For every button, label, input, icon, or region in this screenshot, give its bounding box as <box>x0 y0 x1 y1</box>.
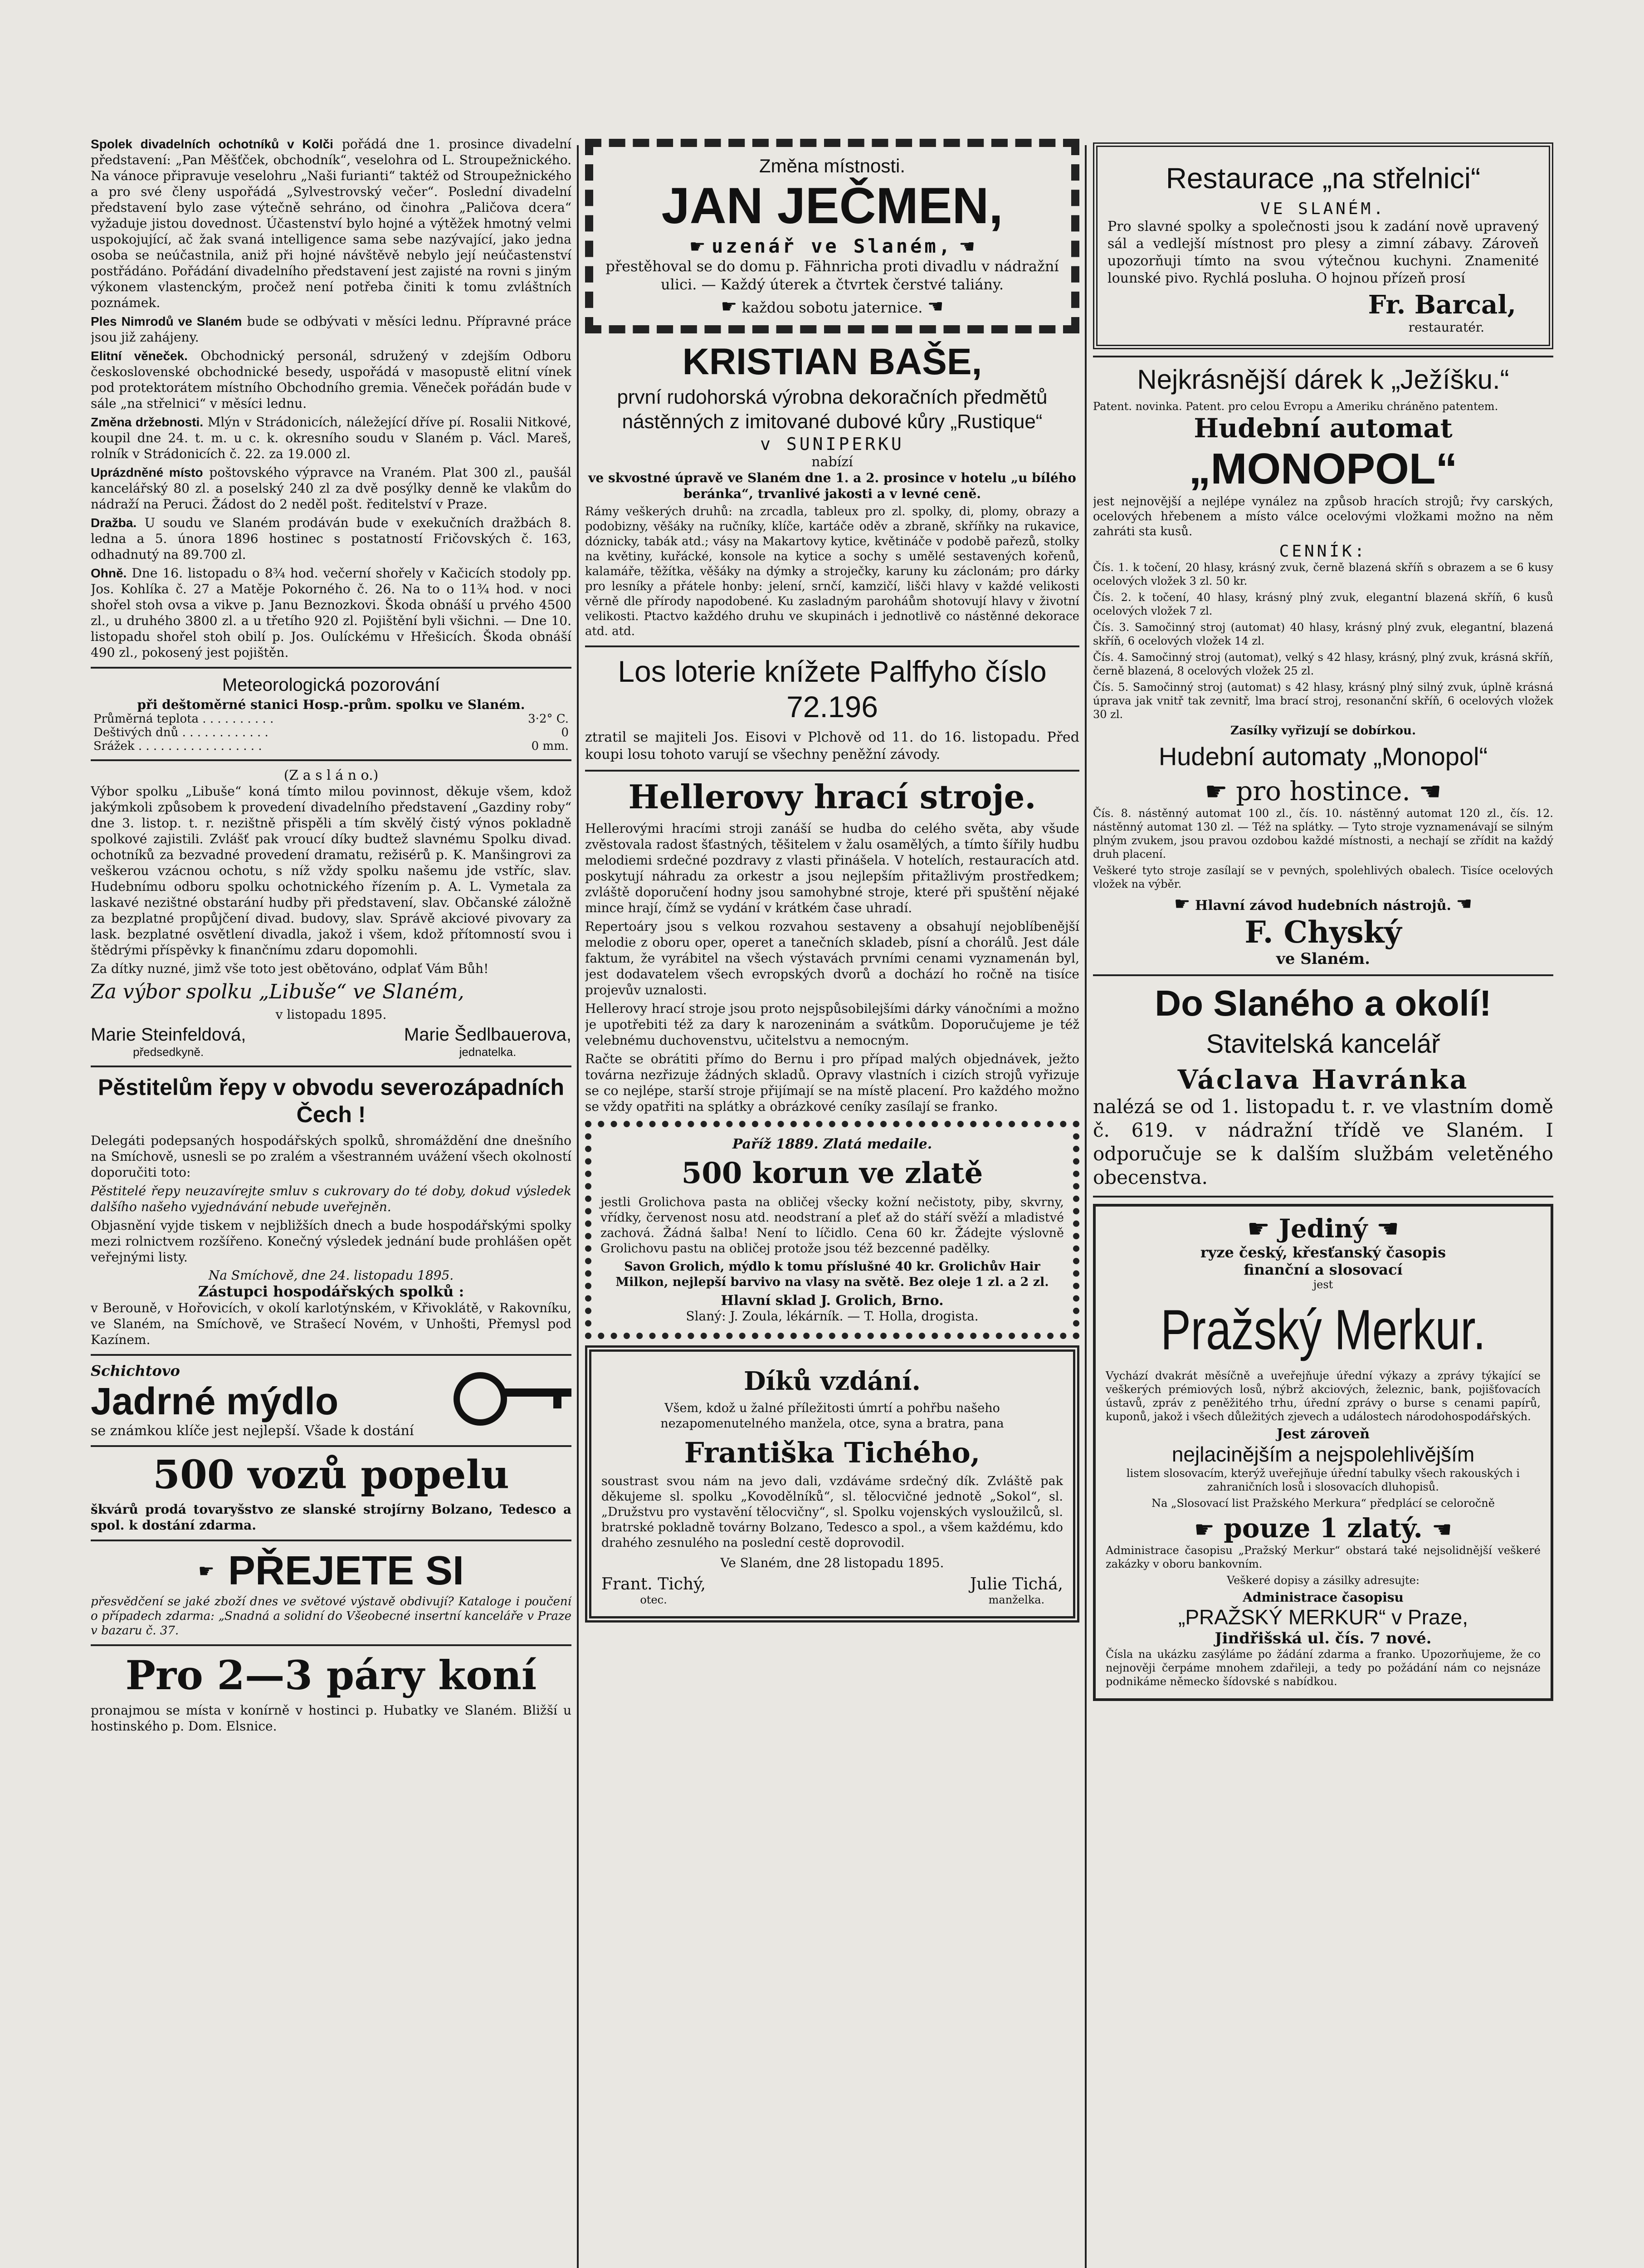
merkur-text-2: listem slosovacím, kterýž uveřejňuje úřední tabulky všech rakouských i zahraničních losů i slosovacích dluhopisů. <box>1126 1467 1520 1493</box>
cenik-item-3: Čís. 3. Samočinný stroj (automat) 40 hlasy, krásný plný zvuk, elegantní, blazená skříň, 6 ocelových vložek 14 zl. <box>1093 621 1553 647</box>
pointing-hand-left-icon: ☚ <box>1419 777 1442 807</box>
grolich-text: jestli Grolichova pasta na obličej všecky kožní nečistoty, piby, skvrny, vřídky, červenost nosu atd. neodstraní a pleť až do stáří svěží a mladistvé zachová. Žádná šalba! Není to líčidlo. Cena 60 kr. Žádejte výslovně Grolichovu pastu na obličej protože jsou též bezcenné padělky. <box>600 1195 1064 1256</box>
diky-signatures: Frant. Tichý, otec. Julie Tichá, manželka. <box>601 1575 1063 1606</box>
diky-box <box>585 1345 1079 1623</box>
repa-text-3: Objasnění vyjde tiskem v nejbližších dnech a bude hospodářskými spolky mezi rolnictvem rozšířeno. Konečný výsledek jednání bude prohlášen opět veřejnými listy. <box>91 1218 571 1265</box>
rest-text: Pro slavné spolky a společnosti jsou k zadání nově upravený sál a vedlejší místnost pro plesy a zimní zábavy. Zároveň upozorňuji tímto na svou výtečnou kuchyni. Znamenité lounské pivo. Rychlá posluha. O hojnou přízeň prosí <box>1107 219 1539 286</box>
soap-text: se známkou klíče jest nejlepší. Všade k dostání <box>91 1423 414 1439</box>
divider <box>91 759 571 761</box>
okoli-title: Do Slaného a okolí! <box>1155 983 1492 1023</box>
grolich-depot: Hlavní sklad J. Grolich, Brno. <box>721 1293 944 1309</box>
chysky-line: Hlavní závod hudebních nástrojů. <box>1195 898 1451 914</box>
stav-title: Stavitelská kancelář <box>1206 1029 1440 1059</box>
jecmen-zmena: Změna místnosti. <box>759 155 906 176</box>
pointing-hand-icon: ☛ <box>198 1560 215 1582</box>
grolich-ad <box>585 1121 1079 1339</box>
meteo-subtitle: při deštoměrné stanici Hosp.-prům. spolku ve Slaném. <box>137 697 525 712</box>
popel-title: 500 vozů popelu <box>153 1452 509 1498</box>
column-2 <box>585 136 1079 2268</box>
zaslano-org: Za výbor spolku „Libuše“ ve Slaném, <box>91 980 464 1003</box>
article-drzebnost: Změna držebnosti. Mlýn v Strádonicích, náležející dříve pí. Rosalii Nitkové, koupil dne 24. t. m. u c. k. okresního soudu v Slaném p. Václ. Mareš, rolník v Strádonicích č. 22. za 19.000 zl. <box>91 415 571 461</box>
cenik-note: Zasílky vyřizují se dobírkou. <box>1230 724 1416 738</box>
merkur-footer: Čísla na ukázku zasýláme po žádání zdarma a franko. Upozorňujeme, že co nejnověji čerpáme mnohem zdařileji, a tedy po požádání nám co nejsnáze podnikáme německo šídovské s nabídkou. <box>1106 1648 1541 1688</box>
jecmen-text: přestěhoval se do domu p. Fähnricha proti divadlu v nádražní ulici. — Každý úterek a čtvrtek čerstvé taliány. <box>605 258 1059 293</box>
column-3 <box>1093 136 1553 2268</box>
los-title: Los loterie knížete Palffyho číslo 72.196 <box>618 655 1047 723</box>
zaslano-end: Za dítky nuzné, jimž vše toto jest obětováno, odplať Vám Bůh! <box>91 961 489 976</box>
article-venecek: Elitní věneček. Obchodnický personál, sdružený v zdejším Odboru československé obchodnické besedy, uspořádá v masopustě elitní vínek pod protektorátem místního Obchodního gremia. Věneček pořádán bude v sále „na střelnici“ v měsíci lednu. <box>91 348 571 411</box>
article-drazba: Dražba. U soudu ve Slaném prodáván bude v exekučních dražbách 8. ledna a 5. února 1896 hostinec s postatností Fričovských č. 163, odhadnutý na 89.700 zl. <box>91 515 571 562</box>
divider <box>91 1445 571 1447</box>
diky-name: Františka Tichého, <box>684 1436 981 1469</box>
merkur-text-3: Na „Slosovací list Pražského Merkura“ předplácí se celoročně <box>1151 1497 1495 1510</box>
divider <box>91 1354 571 1356</box>
pointing-hand-icon: ☛ <box>1174 894 1190 914</box>
koni-title: Pro 2—3 páry koní <box>125 1652 537 1699</box>
merkur-zaroven: Jest zároveň <box>1276 1426 1370 1442</box>
base-place: v SUNIPERKU <box>760 434 904 454</box>
divider <box>91 1540 571 1541</box>
divider <box>91 1644 571 1646</box>
hostinec-subtitle: pro hostince. <box>1236 776 1410 807</box>
mono-text: jest nejnovější a nejlépe vynález na způsob hracích strojů; řvy carských, ocelových hřebenem a místo válce ocelovými vložkami možno na něm zahráti sta kusů. <box>1093 495 1553 538</box>
merkur-sub-1: ryze český, křesťanský časopis <box>1200 1244 1446 1261</box>
meteo-title: Meteorologická pozorování <box>222 675 440 695</box>
merkur-admin: Administrace časopisu <box>1243 1590 1404 1605</box>
soap-title: Jadrné mýdlo <box>91 1380 339 1422</box>
mono-title: „MONOPOL“ <box>1189 445 1458 493</box>
merkur-addr-1: „PRAŽSKÝ MERKUR“ v Praze, <box>1178 1605 1468 1629</box>
divider <box>585 770 1079 772</box>
article-ohne: Ohně. Dne 16. listopadu o 8¾ hod. večerní shořely v Kačicích stodoly pp. Jos. Kohlíka č. 27 a Matěje Pokorného č. 26. Na to o 11¾ hod. v noci shořel stoh ovsa a vikve p. Janu Beznozkovi. Škoda obnáší u prvého 4500 zl., u druhého 3800 zl. a u třetího 920 zl. Pojištění byli všichni. — Dne 10. listopadu shořel stoh obilí p. Jos. Oulíckému v Hřešicích. Škoda obnáší 490 zl., pokosený jest pojištěn. <box>91 566 571 660</box>
merkur-text-4: Administrace časopisu „Pražský Merkur“ obstará také nejsolidnější veškeré zakázky v oboru bankovním. <box>1106 1544 1541 1570</box>
heller-text-1: Hellerovými hracími stroji zanáší se hudba do celého světa, aby všude zvěstovala radost šťastných, těšitelem v žalu osamělých, a tímto šířily hudbu melodiemi srdečné pozdravy z vlasti přinášela. V hotelích, restauracích atd. poskytují náhradu za orkestr a jsou nejlepším přitažlivým prostředkem; zvláště doporučení hodny jsou samohybné stroje, které při spuštění nějaké mince hrají, čímž se vydání v krátkém čase uhradí. <box>585 821 1079 915</box>
article-misto: Uprázdněné místo poštovského výpravce na Vraném. Plat 300 zl., paušál kancelářský 80 zl. a poselský 240 zl za dvě posýlky denně ke vlakům do nádraží na Peruci. Žádost do 2 neděl pošt. ředitelství v Praze. <box>91 465 571 512</box>
grolich-badge: Paříž 1889. Zlatá medaile. <box>732 1136 932 1152</box>
base-text-2: Rámy veškerých druhů: na zrcadla, tableux pro zl. spolky, di, plomy, obrazy a podobizny, věšáky na ručníky, klíče, kartáče oděv a zbraně, skříňky na rukavice, dóznicky, tabák atd.; vásy na Makartovy kytice, květináče v podobě pařezů, stolky na květiny, kuřácké, konsole na kytice a sochy s umělé sestavených kořenů, kalamáře, těžítka, věšáky na dýmky a stroječky, karuny ku záclonám; pro dárky pro lesníky a přátele honby: jelení, srnčí, kamzičí, lišči hlavy v každé velikosti věrně dle přírody napodobené. Ku zasladným paroháům shotovují hlavy v životní velikosti. Ptactvo každého druhu ve skupinách i jednotlivě co nástěnné dekorace atd. atd. <box>585 505 1079 638</box>
divider <box>91 667 571 669</box>
dar-subtitle: Patent. novinka. Patent. pro celou Evropu a Ameriku chráněno patentem. <box>1093 400 1498 413</box>
rest-title: Restaurace „na střelnici“ <box>1166 162 1481 195</box>
diky-date: Ve Slaném, dne 28 listopadu 1895. <box>720 1555 944 1570</box>
merkur-text-1: Vychází dvakrát měsíčně a uveřejňuje úřední výkazy a zprávy týkající se veškerých prémiových losů, nýbrž akciových, železnic, bank, pojišťovacích ústavů, zpráv z peněžitého trhu, úřední zprávy o burse s cenami papírů, kuponů, jakož i všech důležitých zjevech a událostech národohospodářských. <box>1106 1369 1541 1423</box>
article-kolec: Spolek divadelních ochotníků v Kolči pořádá dne 1. prosince divadelní představení: „Pan Měšťček, obchodník“, veselohra od L. Stroupežnického. Na vánoce připravuje veselohru „Naši furianti“ taktéž od Stroupežnického a pro své členy uspořádá „Sylvestrovský večer“. Poslední divadelní představení bylo zase výtečně sehráno, od činohra „Paličova dcera“ vyžaduje jistou dovednost. Účastenství bylo hojné a výtěžek hmotný velmi uspokojující, ač žak svaná intelligence sama sebe nazývající, jako jedna osoba se neúčastnila, aniž při hojné návštěvě nebylo její neúčastenství postřádáno. Pořádání divadelního představení jest zajisté na rovni s jiným výkonem vlastenckým, pročež není potřeba činiti k tomu zvláštních poznámek. <box>91 137 571 310</box>
hostinec-title: Hudební automaty „Monopol“ <box>1158 742 1488 771</box>
hostinec-text: Čís. 8. nástěnný automat 100 zl., čís. 10. nástěnný automat 120 zl., čís. 12. nástěnný automat 130 zl. — Též na splátky. — Tyto stroje vyznamenávají se silným plným zvukem, jsou pravou ozdobou každé místnosti, a nechají se zřídit na každý druh placení. <box>1093 807 1553 860</box>
merkur-jediny: Jediný <box>1278 1214 1368 1244</box>
column-rule-1 <box>577 145 579 2268</box>
popel-text: škvárů prodá tovaryšstvo ze slanské strojírny Bolzano, Tedesco a spol. k dostání zdarma. <box>91 1502 571 1533</box>
prejete-title: PŘEJETE SI <box>228 1548 464 1593</box>
pointing-hand-left-icon: ☚ <box>1431 1516 1452 1543</box>
repa-sign-title: Zástupci hospodářských spolků : <box>198 1283 464 1300</box>
chysky-place: ve Slaném. <box>1276 950 1370 968</box>
base-title: KRISTIAN BAŠE, <box>682 341 982 382</box>
base-subtitle: první rudohorská výrobna dekoračních předmětů nástěnných z imitované dubové kůry „Rustique“ <box>617 386 1048 433</box>
heller-text-2: Repertoáry jsou s velkou rozvahou sestaveny a obsahují nejoblíbenější melodie z oboru oper, operet a tanečních skladeb, písní a chorálů. Jest dále faktum, že vyrábitel na všech výstavách prvními cenami vyznamenán byl, jest dodavatelem všech evropských dvorů a dochází ho ročně na tisíce projevův uznalosti. <box>585 919 1079 997</box>
pointing-hand-icon: ☛ <box>689 236 706 257</box>
zaslano-signatures: Marie Steinfeldová, předsedkyně. Marie Šedlbauerova, jednatelka. <box>91 1025 571 1059</box>
heller-text-3: Hellerovy hrací stroje jsou proto nejspůsobilejšími dárky vánočními a možno je upotřebiti též za dary k narozeninám a svátkům. Doporučujeme je též velebnému duchovenstvu, učitelstvu a nemocným. <box>585 1001 1079 1048</box>
merkur-ad <box>1093 1204 1553 1701</box>
column-rule-2 <box>1085 145 1087 2268</box>
stav-name: Václava Havránka <box>1177 1064 1469 1095</box>
merkur-addr-2: Jindřišská ul. čís. 7 nové. <box>1215 1629 1432 1647</box>
column-1 <box>91 136 571 2268</box>
jecmen-trade: uzenář ve Slaném, <box>712 235 953 257</box>
koni-text: pronajmou se místa v konírně v hostinci p. Hubatky ve Slaném. Bližší u hostinského p. Dom. Elsnice. <box>91 1703 571 1734</box>
mono-head: Hudební automat <box>1194 413 1453 444</box>
merkur-sub-2: finanční a slosovací <box>1244 1261 1403 1278</box>
heller-title: Hellerovy hrací stroje. <box>628 777 1036 816</box>
pointing-hand-icon: ☛ <box>1247 1214 1270 1244</box>
base-text-1: ve skvostné úpravě ve Slaném dne 1. a 2. prosince v hotelu „u bílého beránka“, trvanlivé jakosti a v levné ceně. <box>588 470 1076 501</box>
base-nabizi: nabízí <box>811 454 853 470</box>
repa-text-2: Pěstitelé řepy neuzavírejte smluv s cukrovary do té doby, dokud výsledek dalšího našeho vyjednávání nebude uveřejněn. <box>91 1183 571 1214</box>
cenik-title: CENNÍK: <box>1279 542 1367 561</box>
cenik-item-4: Čís. 4. Samočinný stroj (automat), velký s 42 hlasy, krásný, plný zvuk, krásná skříň, černě blazená, 8 ocelových vložek 25 zl. <box>1093 651 1553 677</box>
hostinec-text-2: Veškeré tyto stroje zasílají se v pevných, spolehlivých obalech. Tisíce ocelových vložek na výběr. <box>1093 864 1553 890</box>
grolich-local: Slaný: J. Zoula, lékárník. — T. Holla, drogista. <box>686 1309 979 1324</box>
diky-text-2: soustrast svou nám na jevo dali, vzdáváme srdečný dík. Zvláště pak děkujeme sl. spolku „Kovodělníků“, sl. tělocvičné jednotě „Sokol“, sl. „Družstvu pro vystavění tělocvičny“, sl. Spolku vojenských vysloužilců, sl. bratrské pokladně továrny Bolzano, Tedesco a spol., a všem každému, kdo drahého zesnulého na poslední cestě doprovodil. <box>601 1474 1063 1550</box>
prejete-text: přesvědčení se jaké zboží dnes ve světové výstavě obdivují? Kataloge i poučení o případech zdarma: „Snadná a solidní do Všeobecné insertní kanceláře v Praze v bazaru č. 37. <box>91 1595 571 1637</box>
repa-sign-text: v Berouně, v Hořovicích, v okolí karlotýnském, v Křivoklátě, v Rakovníku, ve Slaném, na Smíchově, ve Strašecí Novém, v Unhošti, Přemysl pod Kazínem. <box>91 1300 571 1347</box>
soap-brand: Schichtovo <box>91 1362 180 1379</box>
repa-title: Pěstitelům řepy v obvodu severozápadních Čech ! <box>98 1075 565 1127</box>
merkur-title: Pražský Merkur. <box>1161 1298 1486 1362</box>
pointing-hand-icon: ☛ <box>1194 1516 1215 1543</box>
divider <box>1093 974 1553 976</box>
meteo-table: Průměrná teplota . . . . . . . . . . 3·2° C. Deštivých dnů . . . . . . . . . . . . 0 Srážek . . . . . . . . . . . . . . . . . 0 mm. <box>93 712 569 753</box>
repa-text-1: Delegáti podepsaných hospodářských spolků, shromáždění dne dnešního na Smíchově, usnesli se po zralém a všestranném uvážení všech okolností doporučiti toto: <box>91 1133 571 1180</box>
diky-text-1: Všem, kdož u žalné příležitosti úmrtí a pohřbu našeho nezapomenutelného manžela, otce, syna a bratra, pana <box>660 1401 1004 1431</box>
zaslano-date: v listopadu 1895. <box>275 1007 387 1022</box>
merkur-jest: jest <box>1313 1278 1333 1291</box>
pointing-hand-icon: ☛ <box>1205 777 1228 807</box>
jecmen-ad <box>585 139 1079 333</box>
rest-role: restauratér. <box>1408 320 1484 335</box>
jecmen-name: JAN JEČMEN, <box>661 177 1003 234</box>
dar-title: Nejkrásnější dárek k „Ježíšku.“ <box>1137 364 1509 395</box>
cenik-item-2: Čís. 2. k točení, 40 hlasy, krásný plný zvuk, elegantní blazená skříň, 6 kusů ocelových vložek 7 zl. <box>1093 591 1553 617</box>
soap-ad <box>91 1362 571 1423</box>
merkur-cheap: nejlacinějším a nejspolehlivějším <box>1171 1442 1475 1466</box>
merkur-price: pouze 1 zlatý. <box>1224 1513 1423 1544</box>
chysky-name: F. Chyský <box>1244 914 1402 950</box>
diky-title: Díků vzdání. <box>743 1366 921 1396</box>
repa-date: Na Smíchově, dne 24. listopadu 1895. <box>208 1268 454 1283</box>
los-text: ztratil se majiteli Jos. Eisovi v Plchově od 11. do 16. listopadu. Před koupi losu tohoto varují se všechny peněžní závody. <box>585 729 1079 763</box>
divider <box>1093 1196 1553 1198</box>
divider <box>585 645 1079 647</box>
grolich-title: 500 korun ve zlatě <box>681 1156 983 1190</box>
pointing-hand-left-icon: ☚ <box>1376 1214 1400 1244</box>
prejete-ad <box>91 1548 571 1594</box>
jecmen-note: každou sobotu jaternice. <box>742 299 923 316</box>
divider <box>1093 356 1553 357</box>
zaslano-title: (Z a s l á n o.) <box>283 767 379 783</box>
grolich-text-2: Savon Grolich, mýdlo k tomu příslušné 40 kr. Grolichův Hair Milkon, nejlepší barvivo na vlasy na světě. Bez oleje 1 zl. a 2 zl. <box>615 1260 1049 1289</box>
merkur-text-5: Veškeré dopisy a zásilky adresujte: <box>1227 1574 1420 1587</box>
pointing-hand-icon: ☛ <box>721 296 737 317</box>
pointing-hand-left-icon: ☚ <box>927 296 944 317</box>
rest-place: VE SLANÉM. <box>1260 200 1386 218</box>
cenik-item-1: Čís. 1. k točení, 20 hlasy, krásný zvuk, černě blazená skříň s obrazem a se 6 kusy ocelových vložek 3 zl. 50 kr. <box>1093 561 1553 587</box>
pointing-hand-left-icon: ☚ <box>959 236 976 257</box>
key-icon <box>454 1368 571 1418</box>
divider <box>91 1066 571 1067</box>
restaurace-ad <box>1093 142 1553 349</box>
zaslano-text: Výbor spolku „Libuše“ koná tímto milou povinnost, děkuje všem, kdož jakýmkoli způsobem k provedení divadelního představení „Gazdiny roby“ dne 3. listop. t. r. nezištně přispěli a tím skvělý čistý výnos pokladně spolkové zajistili. Zvlášť pak vroucí díky budtež slavnému Spolku divad. ochotníků za bezvadné provedení dramatu, režisérů p. K. Manšingrovi za veškerou vzácnou ochotu, s níž vždy spolku našemu jde vstříc, slav. Hudebnímu odboru spolku ochotnického řízením p. A. L. Vymetala za laskavé nezištné obstarání hudby při představení, slav. Občanské záložně za bezplatné propůjčení divad. budovy, slav. Správě akciové pivovary za lask. bezplatné osvětlení divadla, jakož i všem, kdož přítomností svou i štědrými příspěvky k finančnímu zdaru dopomohli. <box>91 784 571 958</box>
stav-text: nalézá se od 1. listopadu t. r. ve vlastním domě č. 619. v nádražní třídě ve Slaném. I odporučuje se k dalším službám veletěného obecenstva. <box>1093 1095 1553 1188</box>
pointing-hand-left-icon: ☚ <box>1456 894 1473 914</box>
heller-text-4: Račte se obrátiti přímo do Bernu i pro případ malých objednávek, ježto továrna nezřizuje žádných skladů. Opravy vlastních i cizích strojů vyřizuje se co nejlépe, starší stroje přijímají se na místě placení. Pro každého možno se vždy opatřiti na splátky a obrázkové ceníky zasílají se franko. <box>585 1051 1079 1114</box>
cenik-item-5: Čís. 5. Samočinný stroj (automat) s 42 hlasy, krásný plný silný zvuk, úplně krásná úprava jak vnitř tak zevnitř, lma brací stroj, resonanční skříň, 6 ocelových vložek 30 zl. <box>1093 681 1553 721</box>
rest-owner: Fr. Barcal, <box>1368 290 1516 320</box>
article-ples: Ples Nimrodů ve Slaném bude se odbývati v měsíci lednu. Přípravné práce jsou již zahájeny. <box>91 314 571 345</box>
